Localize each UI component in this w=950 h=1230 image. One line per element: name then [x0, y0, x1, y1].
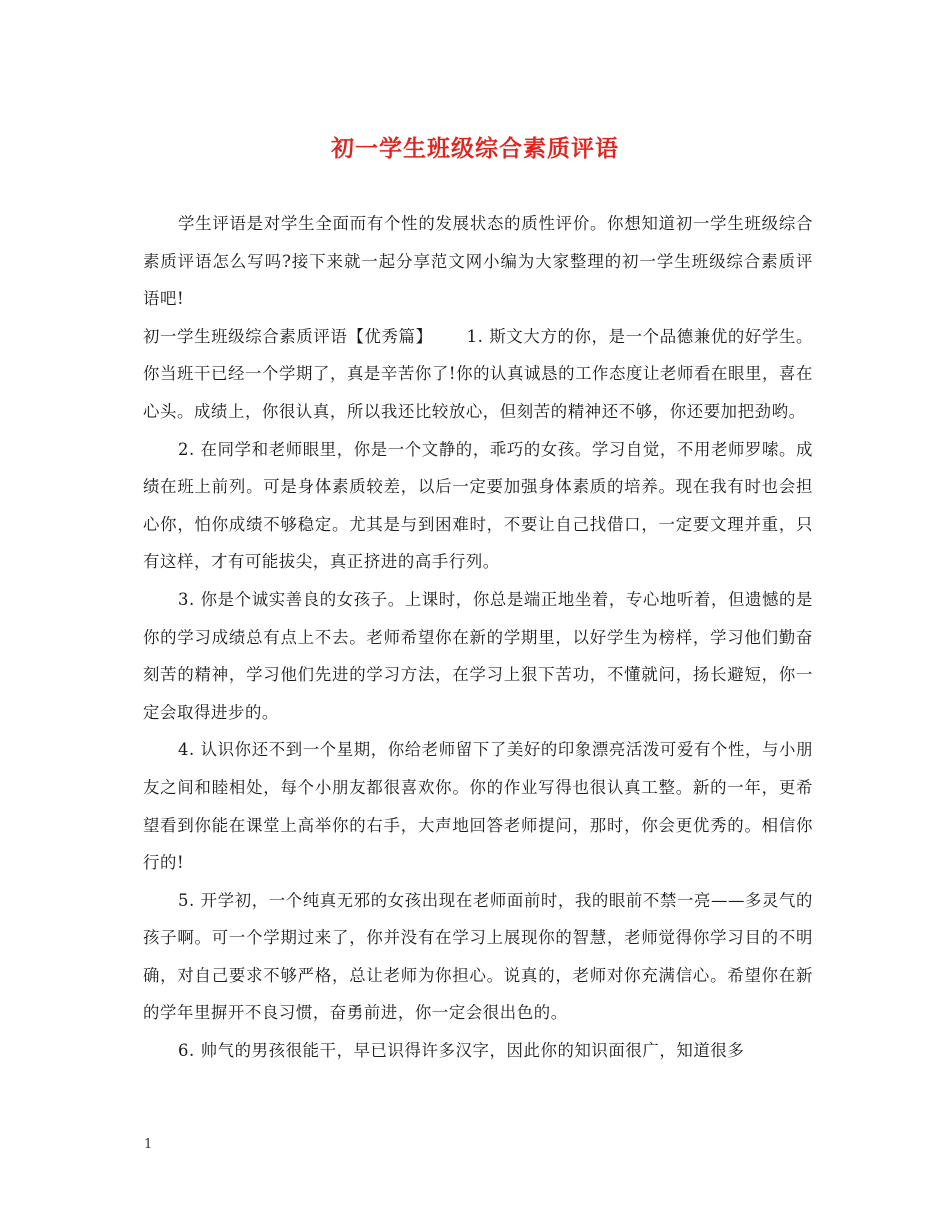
- comment-paragraph: 1. 斯文大方的你，是一个品德兼优的好学生。你当班干已经一个学期了，真是辛苦你了!你的认真诚恳的工作态度让老师看在眼里，喜在心头。成绩上，你很认真，所以我还比较放心，但刻苦的精神还不够，你还要加把劲哟。: [143, 326, 813, 421]
- page-title: 初一学生班级综合素质评语: [331, 135, 619, 162]
- comment-paragraph: 5. 开学初，一个纯真无邪的女孩出现在老师面前时，我的眼前不禁一亮——多灵气的孩子啊。可一个学期过来了，你并没有在学习上展现你的智慧，老师觉得你学习目的不明确，对自己要求不够严格，总让老师为你担心。说真的，老师对你充满信心。希望你在新的学年里摒开不良习惯，奋勇前进，你一定会很出色的。: [143, 890, 813, 1023]
- comment-paragraph: 6. 帅气的男孩很能干，早已识得许多汉字，因此你的知识面很广，知道很多: [178, 1041, 745, 1061]
- intro-paragraph: 学生评语是对学生全面而有个性的发展状态的质性评价。你想知道初一学生班级综合素质评语怎么写吗?接下来就一起分享范文网小编为大家整理的初一学生班级综合素质评语吧!: [143, 214, 813, 309]
- comment-paragraph: 3. 你是个诚实善良的女孩子。上课时，你总是端正地坐着，专心地听着，但遗憾的是你的学习成绩总有点上不去。老师希望你在新的学期里，以好学生为榜样，学习他们勤奋刻苦的精神，学习他们先进的学习方法，在学习上狠下苦功，不懂就问，扬长避短，你一定会取得进步的。: [143, 589, 813, 722]
- page-number: 1: [144, 1137, 153, 1152]
- comment-paragraph: 4. 认识你还不到一个星期，你给老师留下了美好的印象漂亮活泼可爱有个性，与小朋友之间和睦相处，每个小朋友都很喜欢你。你的作业写得也很认真工整。新的一年，更希望看到你能在课堂上高举你的右手，大声地回答老师提问，那时，你会更优秀的。相信你行的!: [143, 740, 813, 873]
- section-paragraph: [143, 318, 813, 431]
- comment-paragraph: 2. 在同学和老师眼里，你是一个文静的，乖巧的女孩。学习自觉，不用老师罗嗦。成绩在班上前列。可是身体素质较差，以后一定要加强身体素质的培养。现在我有时也会担心你，怕你成绩不够稳定。尤其是与到困难时，不要让自己找借口，一定要文理并重，只有这样，才有可能拔尖，真正挤进的高手行列。: [143, 439, 813, 572]
- document-body: [143, 205, 813, 1070]
- section-heading: 初一学生班级综合素质评语【优秀篇】: [143, 326, 433, 346]
